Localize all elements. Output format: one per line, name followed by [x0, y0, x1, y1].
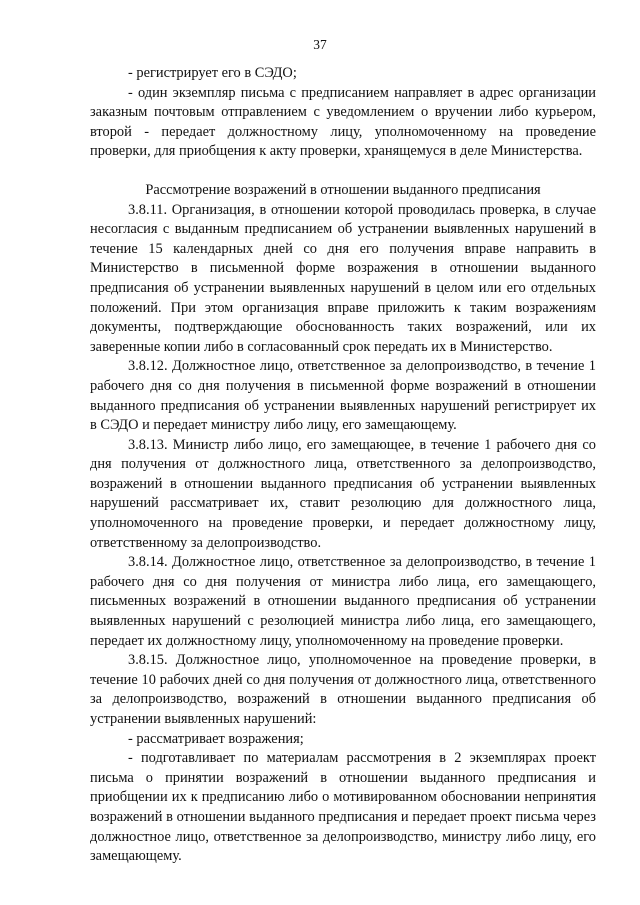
paragraph-3-8-12: 3.8.12. Должностное лицо, ответственное за делопроизводство, в течение 1 рабочего дня со дня получения в письменной форме возражений в отношении выданного предписания об устранении выявленных нарушений регистрирует их в СЭДО и передает министру либо лицу, его замещающему. — [90, 358, 596, 434]
paragraph-3-8-11: 3.8.11. Организация, в отношении которой проводилась проверка, в случае несогласия с выданным предписанием об устранении выявленных нарушений в течение 15 календарных дней со дня его получения вправе направить в Министерство в письменной форме возражения в отношении выданного предписания об устранении выявленных нарушений в целом или его отдельных положений. При этом организация вправе приложить к таким возражениям документы, подтверждающие обоснованность таких возражений, или их заверенные копии либо в согласованный срок передать их в Министерство. — [90, 201, 596, 355]
document-body — [90, 64, 596, 867]
paragraph-3-8-14: 3.8.14. Должностное лицо, ответственное за делопроизводство, в течение 1 рабочего дня со дня получения от министра либо лица, его замещающего, письменных возражений в отношении выданного предписания об устранении выявленных нарушений с резолюцией министра либо лица, его замещающего, передает их должностному лицу, уполномоченному на проведение проверки. — [90, 554, 596, 649]
list-item-prepare-letter: - подготавливает по материалам рассмотрения в 2 экземплярах проект письма о принятии возражений в отношении выданного предписания и приобщении их к предписанию либо о мотивированном обосновании непринятия возражений в отношении выданного предписания и передает проект письма через должностное лицо, ответственное за делопроизводство, министру либо лицу, его замещающему. — [90, 750, 596, 865]
list-item-review-objections: - рассматривает возражения; — [128, 730, 304, 747]
paragraph-letter-copies: - один экземпляр письма с предписанием направляет в адрес организации заказным почтовым отправлением с уведомлением о вручении либо курьером, второй - передает должностному лицу, уполномоченному на проведение проверки, для приобщения к акту проверки, хранящемуся в деле Министерства. — [90, 84, 596, 160]
paragraph-3-8-13: 3.8.13. Министр либо лицо, его замещающее, в течение 1 рабочего дня со дня получения от должностного лица, ответственного за делопроизводство, возражений в отношении выданного предписания об устранении выявленных нарушений рассматривает их, ставит резолюцию для должностного лица, уполномоченного на проведение проверки, и передает должностному лицу, ответственному за делопроизводство. — [90, 436, 596, 551]
section-heading: Рассмотрение возражений в отношении выданного предписания — [145, 181, 541, 198]
paragraph-3-8-15: 3.8.15. Должностное лицо, уполномоченное на проведение проверки, в течение 10 рабочих дней со дня получения от должностного лица, ответственного за делопроизводство, возражений в отношении выданного предписания об устранении выявленных нарушений: — [90, 652, 596, 727]
page-number: 37 — [313, 37, 327, 52]
paragraph-register-in-sedo: - регистрирует его в СЭДО; — [128, 65, 297, 81]
